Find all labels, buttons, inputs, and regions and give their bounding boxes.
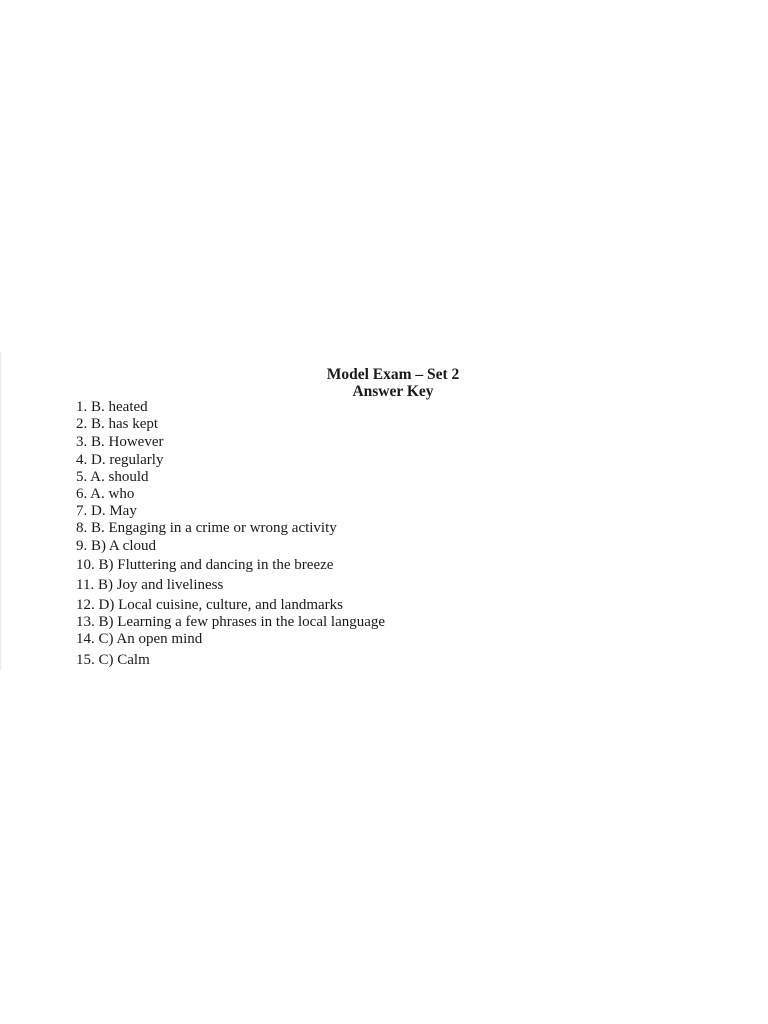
answer-item: 13. B) Learning a few phrases in the local language [76,614,386,630]
answer-item: 12. D) Local cuisine, culture, and landmarks [76,597,343,613]
answer-item: 5. A. should [76,469,149,485]
answer-item: 8. B. Engaging in a crime or wrong activity [76,520,337,536]
page-title: Model Exam – Set 2 [326,366,460,383]
answer-item: 2. B. has kept [76,416,159,432]
answer-item: 11. B) Joy and liveliness [76,577,224,593]
answer-item: 15. C) Calm [76,652,150,668]
answer-item: 1. B. heated [76,399,148,415]
answer-item: 3. B. However [76,434,164,450]
page-subtitle: Answer Key [352,383,434,400]
answer-item: 7. D. May [76,503,137,519]
answer-item: 6. A. who [76,486,135,502]
answer-item: 9. B) A cloud [76,538,157,554]
answer-item: 4. D. regularly [76,452,164,468]
answer-item: 14. C) An open mind [76,631,203,647]
answer-item: 10. B) Fluttering and dancing in the breeze [76,557,334,573]
